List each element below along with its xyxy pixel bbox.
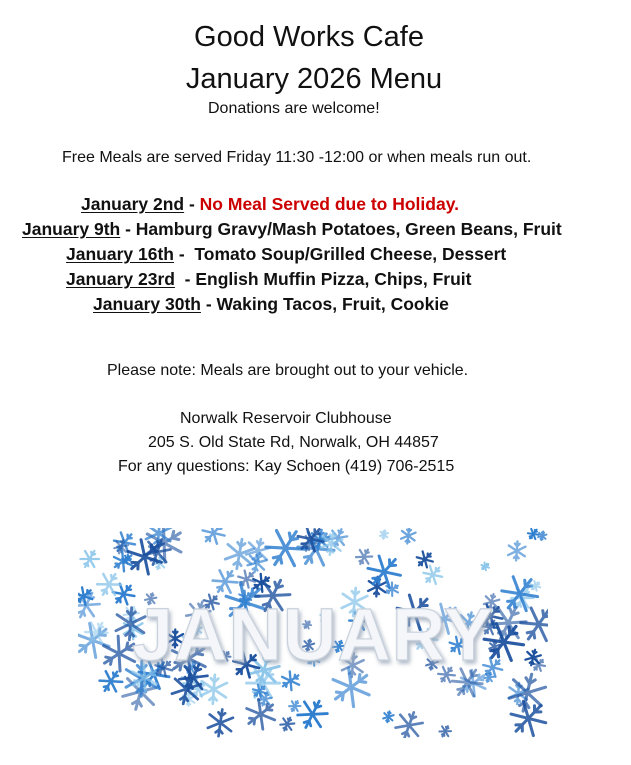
snowflake-icon — [420, 562, 445, 587]
snowflake-icon — [480, 561, 491, 571]
snowflake-icon — [288, 699, 302, 714]
menu-meal: Tomato Soup/Grilled Cheese, Dessert — [194, 244, 507, 264]
menu-date: January 16th — [66, 244, 174, 264]
snowflake-icon — [496, 570, 543, 618]
menu-row-jan-9 — [22, 219, 562, 240]
menu-meal: English Muffin Pizza, Chips, Fruit — [195, 269, 472, 289]
snowflake-icon — [508, 541, 526, 561]
contact-line: For any questions: Kay Schoen (419) 706-2515 — [118, 458, 455, 475]
schedule-note: Free Meals are served Friday 11:30 -12:00 or when meals run out. — [62, 149, 532, 166]
snowflake-icon — [383, 710, 395, 723]
menu-sep: - — [120, 219, 136, 239]
menu-row-jan-23 — [66, 269, 471, 290]
snowflake-banner-image — [78, 528, 548, 738]
snowflake-icon — [94, 569, 124, 600]
snowflake-icon — [524, 648, 541, 667]
menu-date: January 23rd — [66, 269, 175, 289]
snowflake-icon — [401, 528, 417, 544]
location-name: Norwalk Reservoir Clubhouse — [180, 410, 392, 427]
snowflake-icon — [294, 695, 330, 733]
menu-meal: Hamburg Gravy/Mash Potatoes, Green Beans, Fruit — [135, 219, 562, 239]
snowflake-icon — [261, 528, 311, 574]
menu-date: January 2nd — [81, 194, 185, 214]
snowflake-icon — [538, 531, 547, 541]
menu-sep: - — [173, 244, 195, 264]
menu-sep: - — [184, 194, 200, 214]
pickup-note: Please note: Meals are brought out to your vehicle. — [107, 362, 469, 379]
snowflake-icon — [438, 724, 452, 738]
snowflake-icon — [279, 715, 296, 733]
snowflake-icon — [380, 530, 389, 540]
snowflake-icon — [507, 671, 548, 715]
january-banner — [78, 528, 548, 738]
snowflake-icon — [354, 546, 374, 567]
snowflake-icon — [393, 708, 425, 738]
menu-meal: Waking Tacos, Fruit, Cookie — [216, 294, 449, 314]
menu-row-jan-30 — [93, 294, 449, 315]
menu-row-jan-16 — [66, 244, 506, 265]
snowflake-icon — [207, 708, 234, 738]
menu-sep: - — [200, 294, 217, 314]
snowflake-icon — [78, 618, 116, 663]
menu-date: January 30th — [93, 294, 201, 314]
banner-word: JANUARY — [132, 593, 494, 676]
cafe-name: Good Works Cafe — [194, 21, 424, 53]
donations-note: Donations are welcome! — [208, 100, 380, 117]
location-address: 205 S. Old State Rd, Norwalk, OH 44857 — [148, 434, 439, 451]
snowflake-icon — [78, 547, 101, 571]
menu-title: January 2026 Menu — [185, 63, 443, 95]
menu-sep: - — [174, 269, 196, 289]
menu-date: January 9th — [22, 219, 121, 239]
snowflake-icon — [526, 528, 540, 541]
menu-meal: No Meal Served due to Holiday. — [199, 194, 459, 214]
snowflake-icon — [414, 548, 436, 570]
menu-row-jan-2 — [81, 194, 459, 215]
snowflake-icon — [199, 528, 229, 548]
